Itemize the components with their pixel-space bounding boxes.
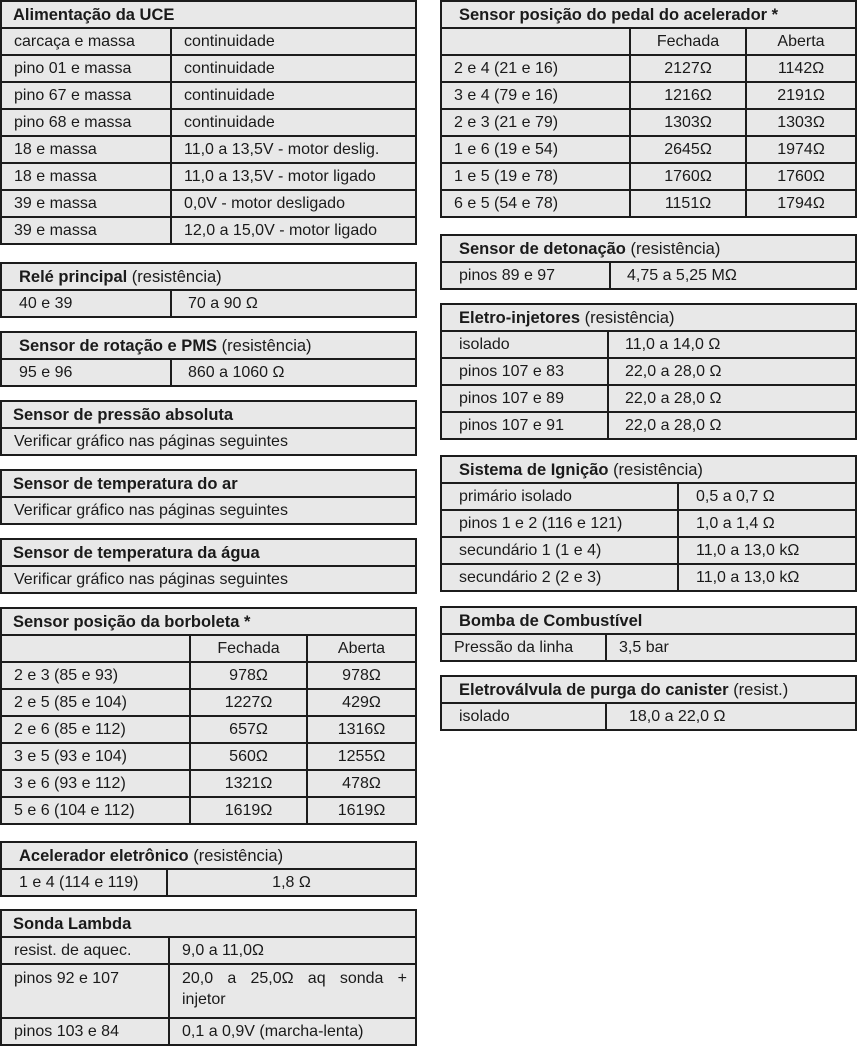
cell-value: 478Ω bbox=[307, 770, 416, 797]
cell-label: carcaça e massa bbox=[1, 28, 171, 55]
table-title bbox=[441, 304, 856, 331]
cell-label: isolado bbox=[441, 331, 608, 358]
table-row bbox=[1, 743, 416, 770]
cell-label: 1 e 5 (19 e 78) bbox=[441, 163, 630, 190]
table-title: Sensor posição da borboleta * bbox=[1, 608, 416, 635]
cell-value: 978Ω bbox=[190, 662, 307, 689]
cell-label: 95 e 96 bbox=[1, 359, 171, 386]
cell-value: 18,0 a 22,0 Ω bbox=[606, 703, 856, 730]
cell-value: 1316Ω bbox=[307, 716, 416, 743]
cell-value: 2127Ω bbox=[630, 55, 746, 82]
cell-value: 0,5 a 0,7 Ω bbox=[678, 483, 856, 510]
cell-value: 1760Ω bbox=[746, 163, 856, 190]
cell-value: continuidade bbox=[171, 28, 416, 55]
table-row bbox=[441, 190, 856, 217]
table-row bbox=[1, 797, 416, 824]
cell-value: 12,0 a 15,0V - motor ligado bbox=[171, 217, 416, 244]
column-header: Aberta bbox=[307, 635, 416, 662]
cell-label: 40 e 39 bbox=[1, 290, 171, 317]
title-note: (resist.) bbox=[733, 680, 789, 699]
cell-label: pinos 92 e 107 bbox=[1, 964, 169, 1018]
table-row bbox=[1, 136, 416, 163]
cell-label: 5 e 6 (104 e 112) bbox=[1, 797, 190, 824]
table-sensor-rotacao bbox=[0, 331, 417, 387]
title-note: (resistência) bbox=[193, 846, 284, 865]
table-row bbox=[1, 770, 416, 797]
cell-value: 560Ω bbox=[190, 743, 307, 770]
cell-note: Verificar gráfico nas páginas seguintes bbox=[1, 566, 416, 593]
table-sensor-temp-ar bbox=[0, 469, 417, 525]
table-title: Sonda Lambda bbox=[1, 910, 416, 937]
table-sistema-ignicao bbox=[440, 455, 857, 592]
cell-value: 70 a 90 Ω bbox=[171, 290, 416, 317]
column-header: Fechada bbox=[630, 28, 746, 55]
cell-label: 18 e massa bbox=[1, 136, 171, 163]
table-row bbox=[1, 869, 416, 896]
table-row bbox=[1, 716, 416, 743]
table-title bbox=[441, 235, 856, 262]
table-header-row bbox=[1, 635, 416, 662]
cell-value: 1760Ω bbox=[630, 163, 746, 190]
table-row bbox=[441, 163, 856, 190]
cell-label: 39 e massa bbox=[1, 217, 171, 244]
cell-value: 22,0 a 28,0 Ω bbox=[608, 358, 856, 385]
table-title: Bomba de Combustível bbox=[441, 607, 856, 634]
cell-value: 20,0 a 25,0Ω aq sonda + injetor bbox=[169, 964, 416, 1018]
column-header bbox=[1, 635, 190, 662]
table-title bbox=[441, 676, 856, 703]
table-row bbox=[1, 662, 416, 689]
cell-value: 1303Ω bbox=[746, 109, 856, 136]
cell-value: 1794Ω bbox=[746, 190, 856, 217]
table-header-row bbox=[441, 28, 856, 55]
table-row bbox=[441, 483, 856, 510]
cell-value: 1216Ω bbox=[630, 82, 746, 109]
table-row bbox=[1, 428, 416, 455]
cell-label: 1 e 4 (114 e 119) bbox=[1, 869, 167, 896]
cell-value: 1151Ω bbox=[630, 190, 746, 217]
cell-value: 22,0 a 28,0 Ω bbox=[608, 412, 856, 439]
table-eletro-injetores bbox=[440, 303, 857, 440]
cell-label: 3 e 6 (93 e 112) bbox=[1, 770, 190, 797]
table-row bbox=[441, 82, 856, 109]
table-row bbox=[441, 634, 856, 661]
table-sensor-borboleta bbox=[0, 607, 417, 825]
cell-label: resist. de aquec. bbox=[1, 937, 169, 964]
table-row bbox=[441, 262, 856, 289]
cell-label: pino 01 e massa bbox=[1, 55, 171, 82]
cell-value: continuidade bbox=[171, 55, 416, 82]
table-sensor-detonacao bbox=[440, 234, 857, 290]
table-row bbox=[441, 564, 856, 591]
cell-label: secundário 2 (2 e 3) bbox=[441, 564, 678, 591]
cell-label: pinos 107 e 89 bbox=[441, 385, 608, 412]
title-note: (resistência) bbox=[584, 308, 675, 327]
cell-value: continuidade bbox=[171, 82, 416, 109]
table-sensor-pedal bbox=[440, 0, 857, 218]
cell-value: 1142Ω bbox=[746, 55, 856, 82]
table-row bbox=[1, 1018, 416, 1045]
title-text: Relé principal bbox=[19, 267, 128, 286]
cell-label: 18 e massa bbox=[1, 163, 171, 190]
table-row bbox=[441, 109, 856, 136]
cell-note: Verificar gráfico nas páginas seguintes bbox=[1, 428, 416, 455]
cell-value: 429Ω bbox=[307, 689, 416, 716]
cell-label: primário isolado bbox=[441, 483, 678, 510]
cell-value: 0,0V - motor desligado bbox=[171, 190, 416, 217]
table-row bbox=[1, 359, 416, 386]
table-bomba-combustivel bbox=[440, 606, 857, 662]
table-row bbox=[441, 412, 856, 439]
table-row bbox=[1, 964, 416, 1018]
table-rele-principal bbox=[0, 262, 417, 318]
table-title: Sensor de pressão absoluta bbox=[1, 401, 416, 428]
cell-value: 1,0 a 1,4 Ω bbox=[678, 510, 856, 537]
cell-value: 9,0 a 11,0Ω bbox=[169, 937, 416, 964]
table-sensor-pressao bbox=[0, 400, 417, 456]
table-row bbox=[1, 937, 416, 964]
cell-label: 2 e 3 (85 e 93) bbox=[1, 662, 190, 689]
cell-label: pinos 103 e 84 bbox=[1, 1018, 169, 1045]
table-row bbox=[1, 163, 416, 190]
cell-label: pino 68 e massa bbox=[1, 109, 171, 136]
table-title bbox=[441, 456, 856, 483]
table-row bbox=[1, 217, 416, 244]
table-row bbox=[441, 537, 856, 564]
table-alimentacao-uce bbox=[0, 0, 417, 245]
table-row bbox=[441, 55, 856, 82]
table-sonda-lambda bbox=[0, 909, 417, 1046]
table-row bbox=[441, 703, 856, 730]
title-note: (resistência) bbox=[221, 336, 312, 355]
table-title bbox=[1, 263, 416, 290]
table-title: Alimentação da UCE bbox=[1, 1, 416, 28]
table-row bbox=[1, 497, 416, 524]
table-row bbox=[441, 385, 856, 412]
column-header bbox=[441, 28, 630, 55]
table-row bbox=[1, 109, 416, 136]
table-row bbox=[1, 689, 416, 716]
cell-value: 0,1 a 0,9V (marcha-lenta) bbox=[169, 1018, 416, 1045]
cell-value: 2645Ω bbox=[630, 136, 746, 163]
table-row bbox=[1, 566, 416, 593]
table-row bbox=[441, 358, 856, 385]
cell-value: 1619Ω bbox=[190, 797, 307, 824]
title-text: Sensor de rotação e PMS bbox=[19, 336, 218, 355]
title-text: Sensor de detonação bbox=[459, 239, 626, 258]
table-title bbox=[1, 332, 416, 359]
table-row bbox=[441, 510, 856, 537]
cell-label: 1 e 6 (19 e 54) bbox=[441, 136, 630, 163]
table-eletrovalvula-canister bbox=[440, 675, 857, 731]
column-header: Fechada bbox=[190, 635, 307, 662]
cell-label: pino 67 e massa bbox=[1, 82, 171, 109]
cell-value: 11,0 a 13,0 kΩ bbox=[678, 564, 856, 591]
cell-label: secundário 1 (1 e 4) bbox=[441, 537, 678, 564]
title-note: (resistência) bbox=[131, 267, 222, 286]
table-row bbox=[1, 82, 416, 109]
cell-value: 1321Ω bbox=[190, 770, 307, 797]
cell-label: 3 e 5 (93 e 104) bbox=[1, 743, 190, 770]
cell-value: 22,0 a 28,0 Ω bbox=[608, 385, 856, 412]
cell-value: 11,0 a 13,0 kΩ bbox=[678, 537, 856, 564]
title-note: (resistência) bbox=[613, 460, 703, 479]
cell-value: 978Ω bbox=[307, 662, 416, 689]
table-row bbox=[441, 136, 856, 163]
title-text: Acelerador eletrônico bbox=[19, 846, 189, 865]
cell-label: 2 e 3 (21 e 79) bbox=[441, 109, 630, 136]
cell-value: continuidade bbox=[171, 109, 416, 136]
cell-label: pinos 107 e 91 bbox=[441, 412, 608, 439]
cell-value: 11,0 a 13,5V - motor ligado bbox=[171, 163, 416, 190]
cell-value: 1303Ω bbox=[630, 109, 746, 136]
title-text: Sistema de Ignição bbox=[459, 460, 609, 479]
table-row bbox=[441, 331, 856, 358]
table-row bbox=[1, 28, 416, 55]
cell-label: isolado bbox=[441, 703, 606, 730]
table-title bbox=[1, 842, 416, 869]
cell-value: 860 a 1060 Ω bbox=[171, 359, 416, 386]
cell-label: 39 e massa bbox=[1, 190, 171, 217]
table-row bbox=[1, 55, 416, 82]
table-title: Sensor de temperatura do ar bbox=[1, 470, 416, 497]
cell-note: Verificar gráfico nas páginas seguintes bbox=[1, 497, 416, 524]
cell-label: pinos 107 e 83 bbox=[441, 358, 608, 385]
cell-label: 3 e 4 (79 e 16) bbox=[441, 82, 630, 109]
cell-value: 11,0 a 13,5V - motor deslig. bbox=[171, 136, 416, 163]
cell-label: pinos 89 e 97 bbox=[441, 262, 610, 289]
cell-label: 6 e 5 (54 e 78) bbox=[441, 190, 630, 217]
cell-value: 2191Ω bbox=[746, 82, 856, 109]
table-title: Sensor de temperatura da água bbox=[1, 539, 416, 566]
cell-value: 1227Ω bbox=[190, 689, 307, 716]
cell-label: 2 e 6 (85 e 112) bbox=[1, 716, 190, 743]
cell-value: 1974Ω bbox=[746, 136, 856, 163]
cell-label: 2 e 4 (21 e 16) bbox=[441, 55, 630, 82]
table-row bbox=[1, 190, 416, 217]
cell-value: 1,8 Ω bbox=[167, 869, 416, 896]
cell-value: 1255Ω bbox=[307, 743, 416, 770]
cell-value: 3,5 bar bbox=[606, 634, 856, 661]
cell-value: 657Ω bbox=[190, 716, 307, 743]
table-row bbox=[1, 290, 416, 317]
table-title: Sensor posição do pedal do acelerador * bbox=[441, 1, 856, 28]
table-acelerador-eletronico bbox=[0, 841, 417, 897]
cell-value: 4,75 a 5,25 MΩ bbox=[610, 262, 856, 289]
cell-label: pinos 1 e 2 (116 e 121) bbox=[441, 510, 678, 537]
cell-label: Pressão da linha bbox=[441, 634, 606, 661]
table-sensor-temp-agua bbox=[0, 538, 417, 594]
cell-label: 2 e 5 (85 e 104) bbox=[1, 689, 190, 716]
title-note: (resistência) bbox=[630, 239, 721, 258]
title-text: Eletroválvula de purga do canister bbox=[459, 680, 729, 699]
cell-value: 1619Ω bbox=[307, 797, 416, 824]
cell-value: 11,0 a 14,0 Ω bbox=[608, 331, 856, 358]
title-text: Eletro-injetores bbox=[459, 308, 581, 327]
column-header: Aberta bbox=[746, 28, 856, 55]
